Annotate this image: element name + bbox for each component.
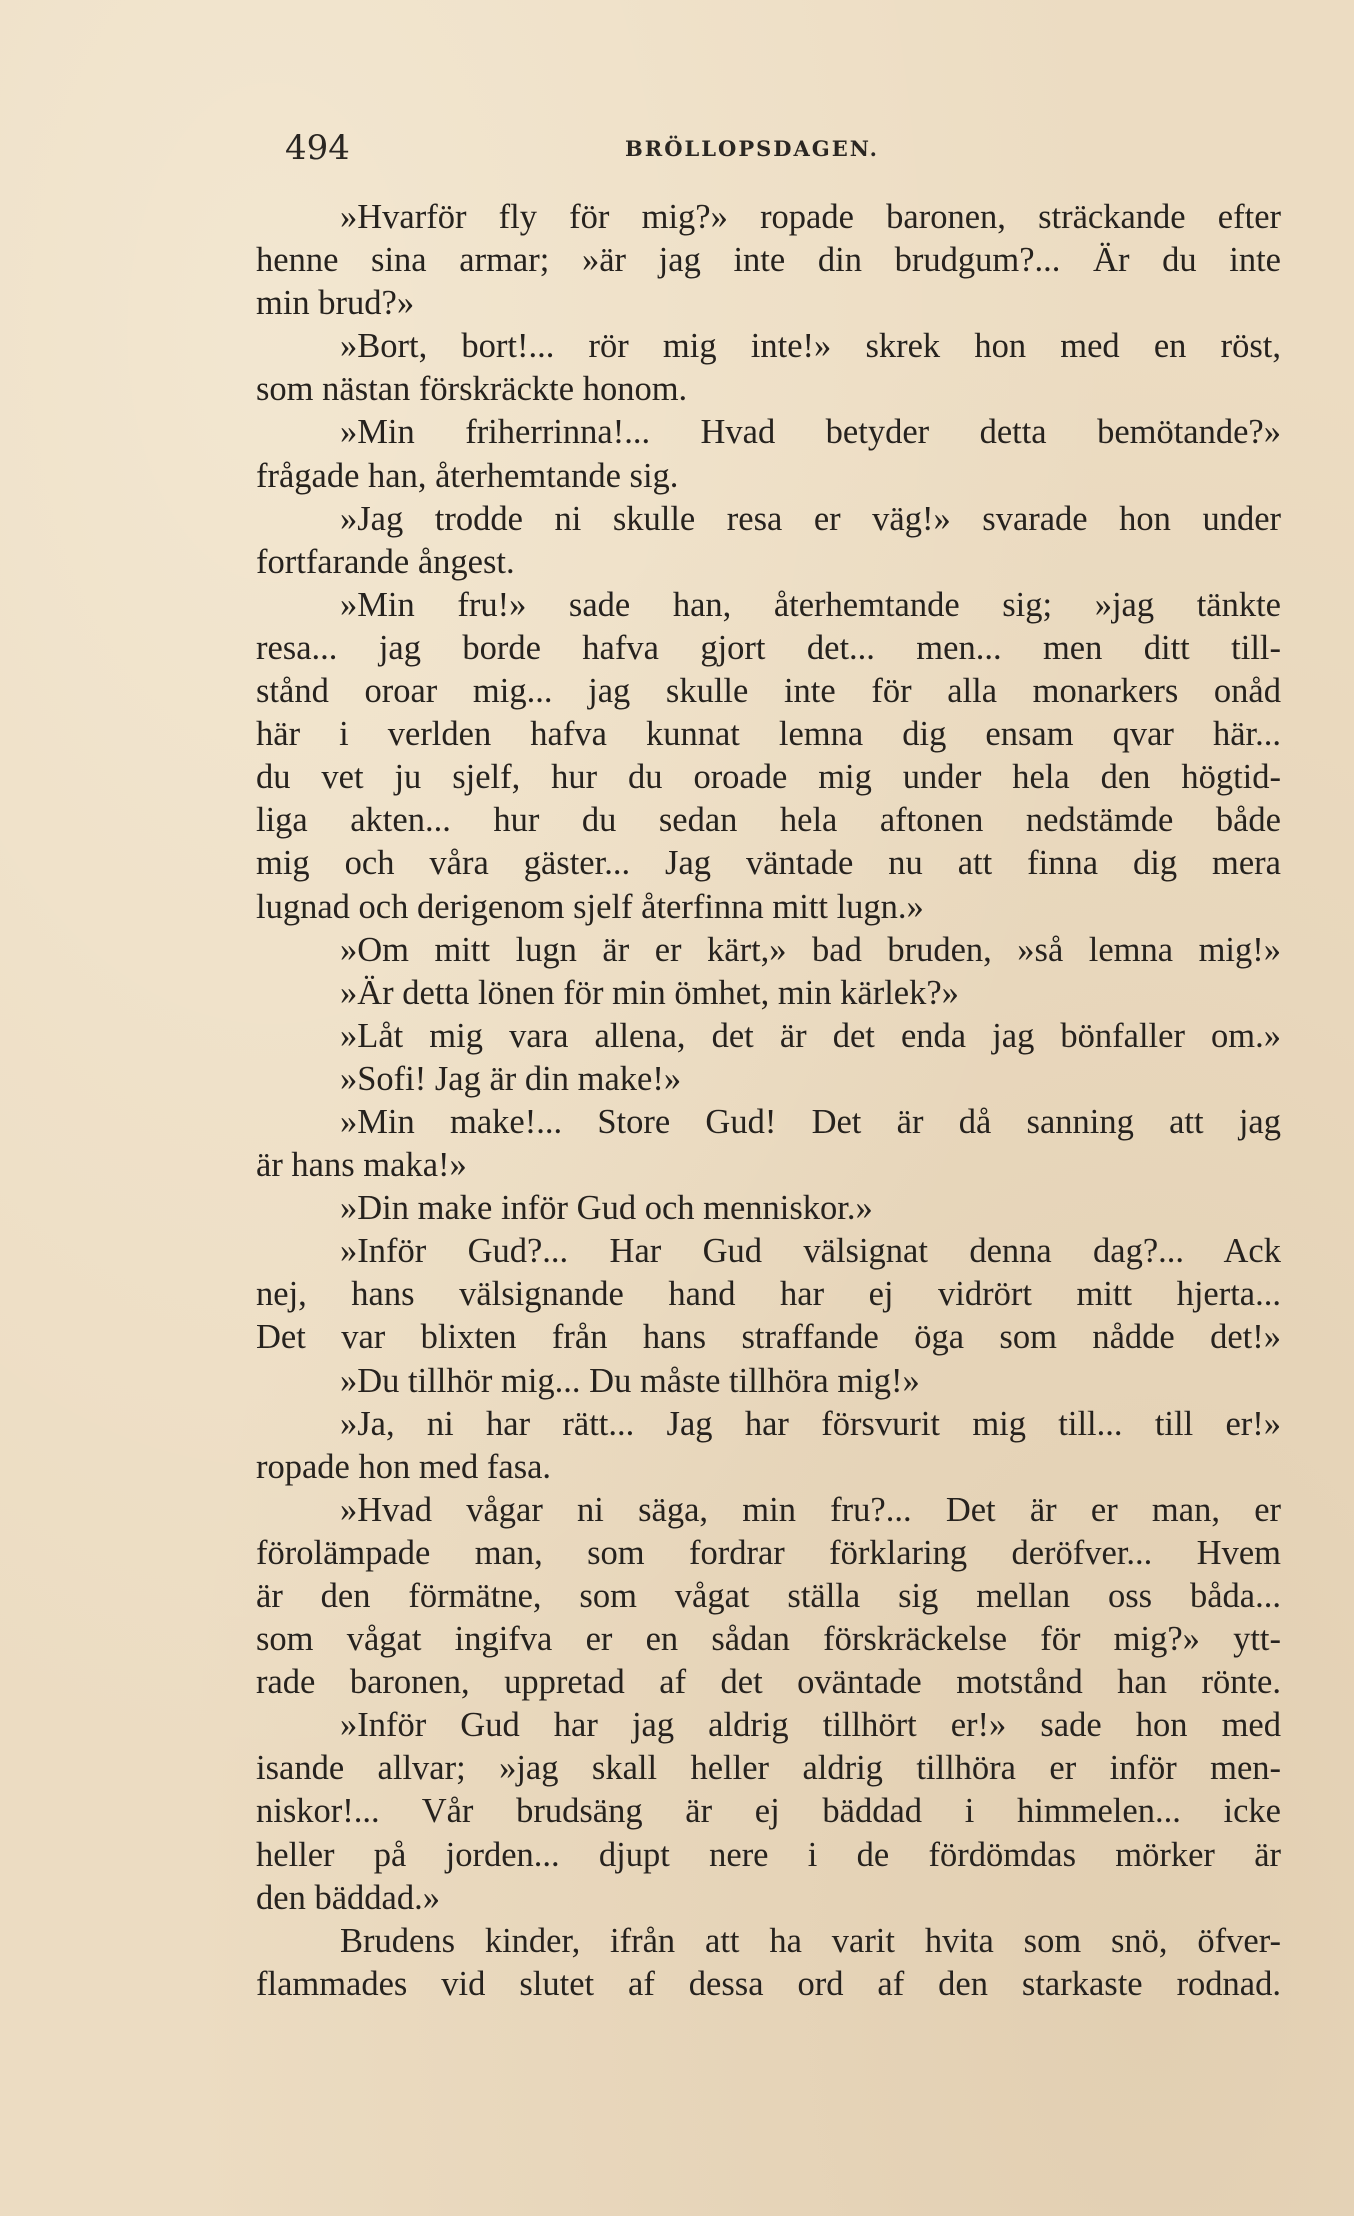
text-line: »Är detta lönen för min ömhet, min kärlek?» xyxy=(340,973,959,1012)
text-line: »Bort, bort!... rör mig inte!» skrek hon med en röst, xyxy=(340,327,1281,366)
text-line: stånd oroar mig... jag skulle inte för alla monarkers onåd xyxy=(256,672,1281,711)
text-line: som nästan förskräckte honom. xyxy=(256,370,688,409)
text-line: resa... jag borde hafva gjort det... men... men ditt till- xyxy=(256,628,1281,667)
text-line: min brud?» xyxy=(256,284,415,323)
text-line: »Jag trodde ni skulle resa er väg!» svarade hon under xyxy=(340,499,1281,538)
text-line: niskor!... Vår brudsäng är ej bäddad i himmelen... icke xyxy=(256,1792,1281,1831)
text-line: mig och våra gäster... Jag väntade nu att finna dig mera xyxy=(256,844,1281,883)
text-line: »Hvad vågar ni säga, min fru?... Det är er man, er xyxy=(340,1490,1281,1529)
text-line: »Sofi! Jag är din make!» xyxy=(340,1059,682,1098)
text-line: »Din make inför Gud och menniskor.» xyxy=(340,1189,873,1228)
text-line: som vågat ingifva er en sådan förskräckelse för mig?» ytt- xyxy=(256,1620,1281,1659)
text-line: frågade han, återhemtande sig. xyxy=(256,456,679,495)
text-line: »Min make!... Store Gud! Det är då sanning att jag xyxy=(340,1102,1281,1141)
running-title: BRÖLLOPSDAGEN. xyxy=(625,136,879,161)
text-line: förolämpade man, som fordrar förklaring deröfver... Hvem xyxy=(256,1533,1281,1572)
text-line: »Om mitt lugn är er kärt,» bad bruden, »så lemna mig!» xyxy=(340,930,1281,969)
text-line: nej, hans välsignande hand har ej vidrört mitt hjerta... xyxy=(256,1275,1281,1314)
text-line: »Låt mig vara allena, det är det enda jag bönfaller om.» xyxy=(340,1016,1281,1055)
text-line: Det var blixten från hans straffande öga som nådde det!» xyxy=(256,1318,1281,1357)
page-number: 494 xyxy=(285,128,350,168)
text-line: »Inför Gud har jag aldrig tillhört er!» sade hon med xyxy=(340,1706,1281,1745)
text-line: flammades vid slutet af dessa ord af den starkaste rodnad. xyxy=(256,1964,1281,2003)
text-line: »Min friherrinna!... Hvad betyder detta bemötande?» xyxy=(340,413,1281,452)
text-line: liga akten... hur du sedan hela aftonen nedstämde både xyxy=(256,801,1281,840)
text-line: fortfarande ångest. xyxy=(256,542,515,581)
text-line: här i verlden hafva kunnat lemna dig ensam qvar här... xyxy=(256,715,1281,754)
text-line: »Inför Gud?... Har Gud välsignat denna dag?... Ack xyxy=(340,1232,1281,1271)
text-line: »Ja, ni har rätt... Jag har försvurit mig till... till er!» xyxy=(340,1404,1281,1443)
text-line: ropade hon med fasa. xyxy=(256,1447,552,1486)
text-line: henne sina armar; »är jag inte din brudgum?... Är du inte xyxy=(256,241,1281,280)
text-line: isande allvar; »jag skall heller aldrig tillhöra er inför men- xyxy=(256,1749,1281,1788)
text-line: är den förmätne, som vågat ställa sig mellan oss båda... xyxy=(256,1577,1281,1615)
body-text xyxy=(256,196,1281,2006)
text-line: »Min fru!» sade han, återhemtande sig; »jag tänkte xyxy=(340,585,1281,624)
text-line: du vet ju sjelf, hur du oroade mig under hela den högtid- xyxy=(256,758,1281,797)
text-line: lugnad och derigenom sjelf återfinna mitt lugn.» xyxy=(256,887,924,926)
text-line: heller på jorden... djupt nere i de fördömdas mörker är xyxy=(256,1835,1281,1874)
text-line: rade baronen, uppretad af det oväntade motstånd han rönte. xyxy=(256,1663,1281,1702)
text-line: den bäddad.» xyxy=(256,1878,440,1917)
text-line: Brudens kinder, ifrån att ha varit hvita som snö, öfver- xyxy=(340,1921,1281,1960)
text-line: »Hvarför fly för mig?» ropade baronen, sträckande efter xyxy=(340,198,1281,236)
text-line: är hans maka!» xyxy=(256,1146,467,1185)
running-head xyxy=(285,128,1285,168)
text-line: »Du tillhör mig... Du måste tillhöra mig!» xyxy=(340,1361,920,1400)
